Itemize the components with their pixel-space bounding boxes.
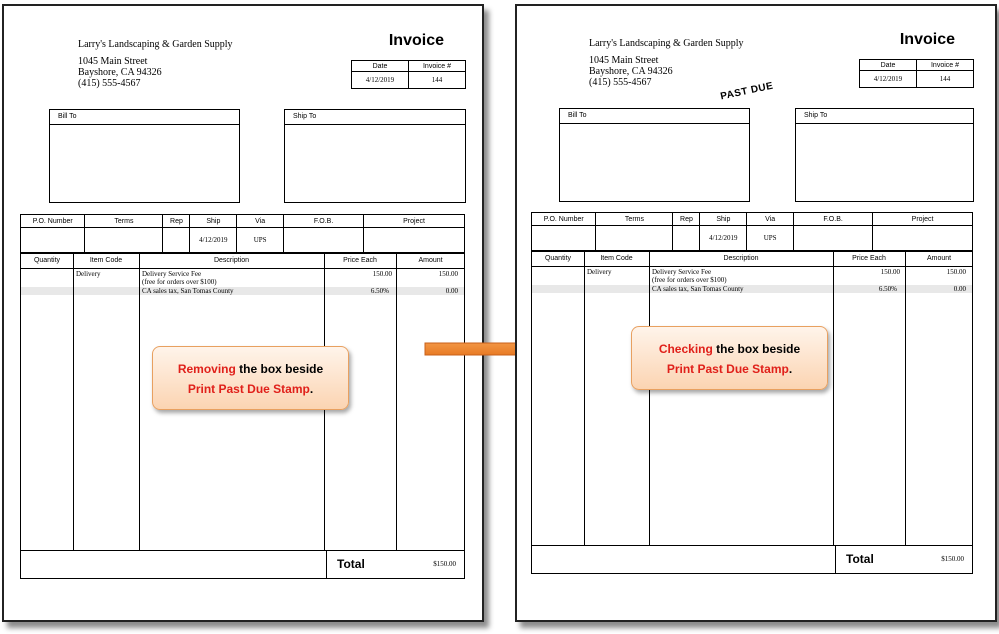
item-description: Delivery Service Fee: [652, 268, 712, 276]
po-value-row: [532, 226, 973, 251]
total-row: [532, 545, 972, 573]
bill-to-label: Bill To: [50, 110, 239, 125]
item-code-header: Item Code: [89, 257, 123, 264]
terms-value: [596, 226, 673, 251]
price-each-header: Price Each: [343, 257, 377, 264]
item-price: 150.00: [372, 270, 392, 278]
po-header-row: [532, 213, 973, 226]
via-value: UPS: [237, 228, 284, 253]
callout-emph: Removing: [177, 362, 236, 376]
po-number-header: P.O. Number: [532, 213, 596, 226]
company-block: [589, 38, 744, 88]
description-header: Description: [723, 255, 759, 262]
po-header-row: [21, 215, 465, 228]
fob-value: [284, 228, 364, 253]
item-code-header: Item Code: [600, 255, 633, 262]
item-code: Delivery: [587, 268, 612, 276]
via-header: Via: [237, 215, 284, 228]
callout-end: .: [309, 382, 314, 396]
tax-amount: 0.00: [953, 285, 966, 293]
col-divider: [139, 254, 140, 551]
invoice-number: 144: [917, 71, 974, 88]
item-description: Delivery Service Fee: [142, 270, 202, 278]
total-value: $150.00: [433, 560, 456, 568]
tax-rate: 6.50%: [370, 287, 389, 295]
description-header: Description: [213, 257, 249, 264]
po-number-header: P.O. Number: [21, 215, 85, 228]
date-header: Date: [352, 61, 409, 72]
ship-header: Ship: [700, 213, 747, 226]
company-address-line2: Bayshore, CA 94326: [589, 66, 673, 77]
po-table: [531, 212, 973, 251]
company-phone: (415) 555-4567: [589, 77, 652, 88]
project-header: Project: [364, 215, 465, 228]
fob-header: F.O.B.: [794, 213, 873, 226]
quantity-header: Quantity: [33, 257, 61, 264]
bill-to-box: [49, 109, 240, 203]
item-amount: 150.00: [946, 268, 966, 276]
company-name: Larry's Landscaping & Garden Supply: [589, 38, 744, 49]
invoice-number-header: Invoice #: [409, 61, 466, 72]
col-divider: [584, 252, 585, 546]
invoice-number-header: Invoice #: [917, 60, 974, 71]
total-row: [21, 550, 464, 578]
invoice-page-before: [2, 4, 484, 622]
company-block: [78, 39, 233, 89]
tax-amount: 0.00: [445, 287, 458, 295]
item-description-note: (free for orders over $100): [142, 278, 217, 286]
quantity-header: Quantity: [544, 255, 572, 262]
invoice-title: Invoice: [899, 31, 955, 48]
project-header: Project: [873, 213, 973, 226]
terms-value: [85, 228, 163, 253]
invoice-title: Invoice: [388, 32, 444, 49]
invoice-number: 144: [409, 72, 466, 89]
via-header: Via: [747, 213, 794, 226]
total-label: Total: [326, 551, 466, 578]
tax-rate: 6.50%: [878, 285, 897, 293]
via-value: UPS: [747, 226, 794, 251]
ship-value: 4/12/2019: [190, 228, 237, 253]
callout-setting: Print Past Due Stamp: [187, 382, 310, 396]
callout-end: .: [788, 362, 793, 376]
company-address-line1: 1045 Main Street: [589, 55, 659, 66]
callout-removing: [152, 346, 349, 410]
invoice-content: [20, 6, 470, 616]
tax-row-shade: [21, 287, 464, 295]
rep-header: Rep: [163, 215, 190, 228]
col-divider: [649, 252, 650, 546]
date-invoice-table: [351, 60, 466, 89]
bill-to-box: [559, 108, 750, 202]
col-divider: [396, 254, 397, 551]
amount-header: Amount: [926, 255, 952, 262]
company-address-line2: Bayshore, CA 94326: [78, 67, 162, 78]
terms-header: Terms: [85, 215, 163, 228]
company-name: Larry's Landscaping & Garden Supply: [78, 39, 233, 50]
callout-text1: the box beside: [235, 362, 324, 376]
line-items-table: [531, 251, 973, 574]
date-invoice-table: [859, 59, 974, 88]
invoice-content: [531, 6, 981, 616]
po-value-row: [21, 228, 465, 253]
date-header: Date: [860, 60, 917, 71]
total-label: Total: [835, 546, 974, 573]
invoice-page-after: [515, 4, 997, 622]
tax-description: CA sales tax, San Tomas County: [652, 285, 744, 293]
item-price: 150.00: [880, 268, 900, 276]
tax-row-shade: [532, 285, 972, 293]
tax-description: CA sales tax, San Tomas County: [142, 287, 234, 295]
line-items-table: [20, 253, 465, 579]
invoice-date: 4/12/2019: [352, 72, 409, 89]
invoice-date: 4/12/2019: [860, 71, 917, 88]
rep-value: [163, 228, 190, 253]
item-amount: 150.00: [438, 270, 458, 278]
terms-header: Terms: [596, 213, 673, 226]
ship-to-label: Ship To: [285, 110, 465, 125]
callout-checking: [631, 326, 828, 390]
ship-value: 4/12/2019: [700, 226, 747, 251]
po-table: [20, 214, 465, 253]
company-phone: (415) 555-4567: [78, 78, 141, 89]
col-divider: [833, 252, 834, 546]
po-number-value: [532, 226, 596, 251]
item-code: Delivery: [76, 270, 101, 278]
total-value: $150.00: [941, 555, 964, 563]
po-number-value: [21, 228, 85, 253]
callout-setting: Print Past Due Stamp: [666, 362, 789, 376]
fob-header: F.O.B.: [284, 215, 364, 228]
bill-to-label: Bill To: [560, 109, 749, 124]
ship-to-label: Ship To: [796, 109, 973, 124]
ship-to-box: [284, 109, 466, 203]
company-address-line1: 1045 Main Street: [78, 56, 148, 67]
callout-text1: the box beside: [712, 342, 801, 356]
past-due-stamp: PAST DUE: [719, 80, 775, 103]
rep-header: Rep: [673, 213, 700, 226]
project-value: [873, 226, 973, 251]
callout-emph: Checking: [658, 342, 713, 356]
price-each-header: Price Each: [852, 255, 886, 262]
col-divider: [73, 254, 74, 551]
project-value: [364, 228, 465, 253]
ship-header: Ship: [190, 215, 237, 228]
ship-to-box: [795, 108, 974, 202]
amount-header: Amount: [418, 257, 443, 264]
item-description-note: (free for orders over $100): [652, 276, 727, 284]
fob-value: [794, 226, 873, 251]
rep-value: [673, 226, 700, 251]
col-divider: [905, 252, 906, 546]
